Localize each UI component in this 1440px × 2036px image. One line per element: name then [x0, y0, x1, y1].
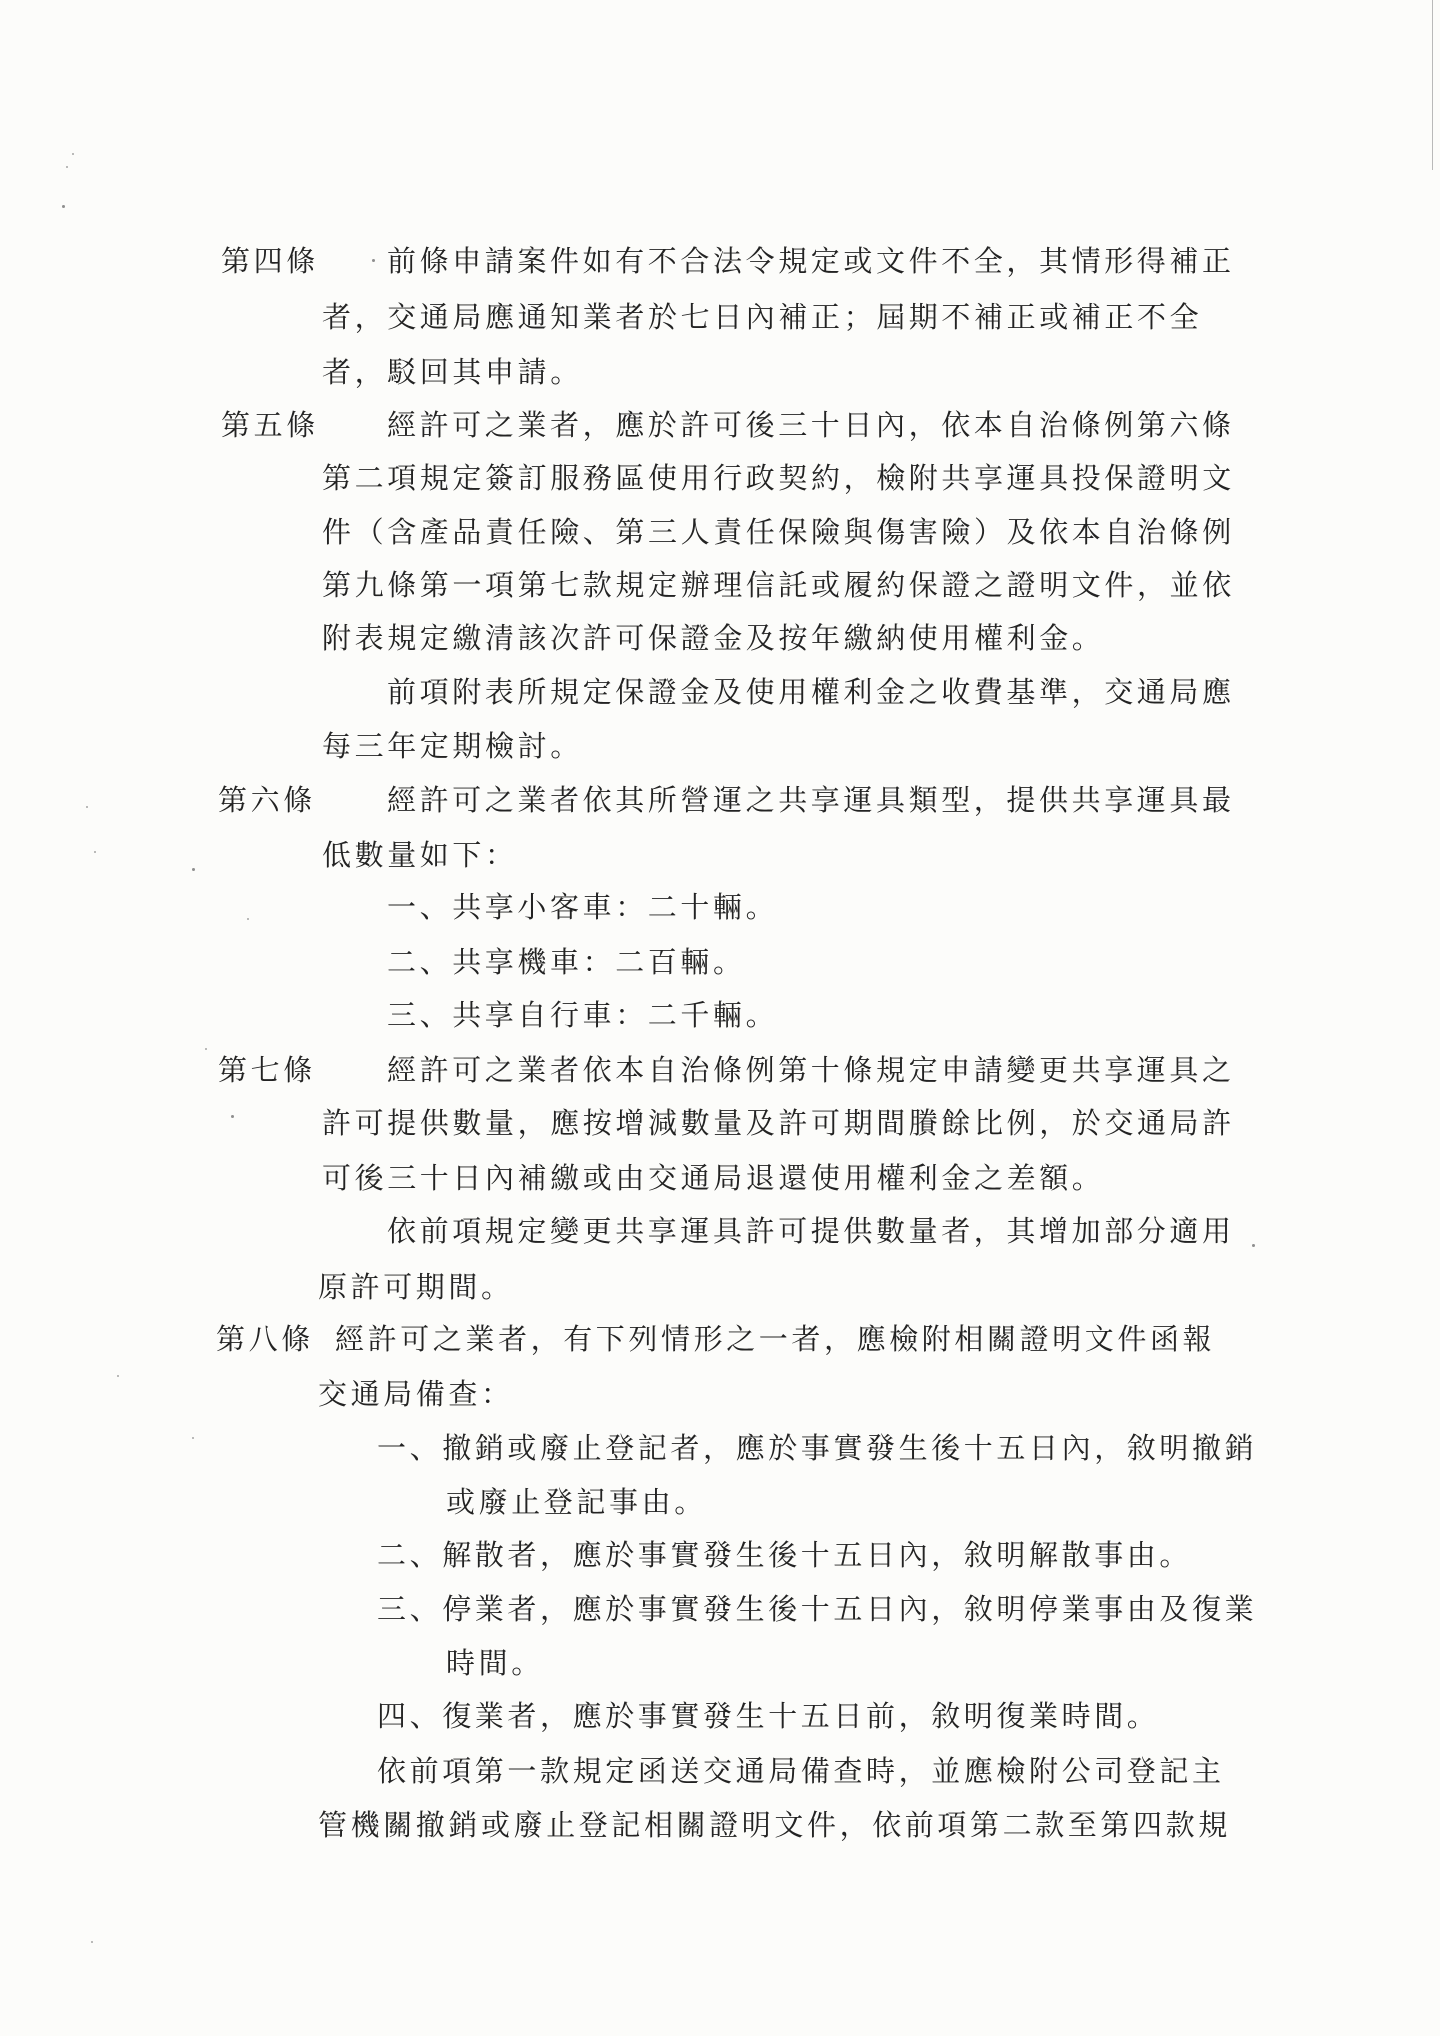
list-item-line: 一、撤銷或廢止登記者，應於事實發生後十五日內，敘明撤銷 — [377, 1431, 1258, 1465]
paragraph-line: 交通局備查： — [318, 1377, 514, 1411]
scan-speck — [247, 918, 249, 920]
paragraph-line: 前項附表所規定保證金及使用權利金之收費基準，交通局應 — [387, 675, 1235, 709]
paragraph-line: 經許可之業者，應於許可後三十日內，依本自治條例第六條 — [387, 408, 1235, 442]
scan-speck — [231, 1115, 234, 1118]
scan-speck — [117, 1375, 119, 1377]
paragraph-line: 前條申請案件如有不合法令規定或文件不全，其情形得補正 — [387, 244, 1235, 278]
paragraph-line: 件（含產品責任險、第三人責任保險與傷害險）及依本自治條例 — [322, 515, 1235, 549]
article-label: 第六條 — [218, 783, 316, 817]
paragraph-line: 經許可之業者依本自治條例第十條規定申請變更共享運具之 — [387, 1053, 1235, 1087]
list-item-line: 二、共享機車：二百輛。 — [387, 945, 746, 979]
paragraph-line: 者，駁回其申請。 — [322, 355, 583, 389]
paragraph-line: 附表規定繳清該次許可保證金及按年繳納使用權利金。 — [322, 621, 1105, 655]
scan-speck — [66, 166, 68, 168]
scan-speck — [62, 205, 65, 208]
paragraph-line: 第九條第一項第七款規定辦理信託或履約保證之證明文件，並依 — [322, 568, 1235, 602]
paragraph-line: 經許可之業者，有下列情形之一者，應檢附相關證明文件函報 — [335, 1322, 1216, 1356]
paragraph-line: 許可提供數量，應按增減數量及許可期間賸餘比例，於交通局許 — [322, 1106, 1235, 1140]
article-label: 第四條 — [221, 244, 319, 278]
article-label: 第八條 — [216, 1322, 314, 1356]
scan-speck — [372, 259, 375, 262]
list-item-line: 二、解散者，應於事實發生後十五日內，敘明解散事由。 — [377, 1538, 1193, 1572]
paragraph-line: 經許可之業者依其所營運之共享運具類型，提供共享運具最 — [387, 783, 1235, 817]
list-item-line: 三、共享自行車：二千輛。 — [387, 998, 779, 1032]
paragraph-line: 依前項規定變更共享運具許可提供數量者，其增加部分適用 — [387, 1214, 1235, 1248]
paragraph-line: 者，交通局應通知業者於七日內補正；屆期不補正或補正不全 — [322, 300, 1203, 334]
scan-speck — [192, 868, 195, 871]
scan-edge-line — [1432, 0, 1433, 170]
list-item-line: 四、復業者，應於事實發生十五日前，敘明復業時間。 — [377, 1699, 1160, 1733]
scan-speck — [94, 851, 96, 853]
scan-speck — [91, 1941, 93, 1943]
scan-speck — [205, 1048, 207, 1050]
paragraph-line: 原許可期間。 — [318, 1270, 514, 1304]
paragraph-line: 可後三十日內補繳或由交通局退還使用權利金之差額。 — [322, 1161, 1105, 1195]
paragraph-line: 低數量如下： — [322, 838, 518, 872]
article-label: 第五條 — [221, 408, 319, 442]
list-item-line: 或廢止登記事由。 — [446, 1485, 707, 1519]
paragraph-line: 每三年定期檢討。 — [322, 729, 583, 763]
list-item-line: 一、共享小客車：二十輛。 — [387, 890, 779, 924]
paragraph-line: 第二項規定簽訂服務區使用行政契約，檢附共享運具投保證明文 — [322, 461, 1235, 495]
scan-speck — [72, 153, 74, 155]
scan-speck — [192, 1437, 194, 1439]
paragraph-line: 依前項第一款規定函送交通局備查時，並應檢附公司登記主 — [377, 1754, 1225, 1788]
list-item-line: 時間。 — [446, 1646, 544, 1680]
scan-speck — [86, 806, 88, 808]
paragraph-line: 管機關撤銷或廢止登記相關證明文件，依前項第二款至第四款規 — [318, 1808, 1231, 1842]
list-item-line: 三、停業者，應於事實發生後十五日內，敘明停業事由及復業 — [377, 1592, 1258, 1626]
scan-speck — [1252, 1244, 1255, 1247]
article-label: 第七條 — [218, 1053, 316, 1087]
